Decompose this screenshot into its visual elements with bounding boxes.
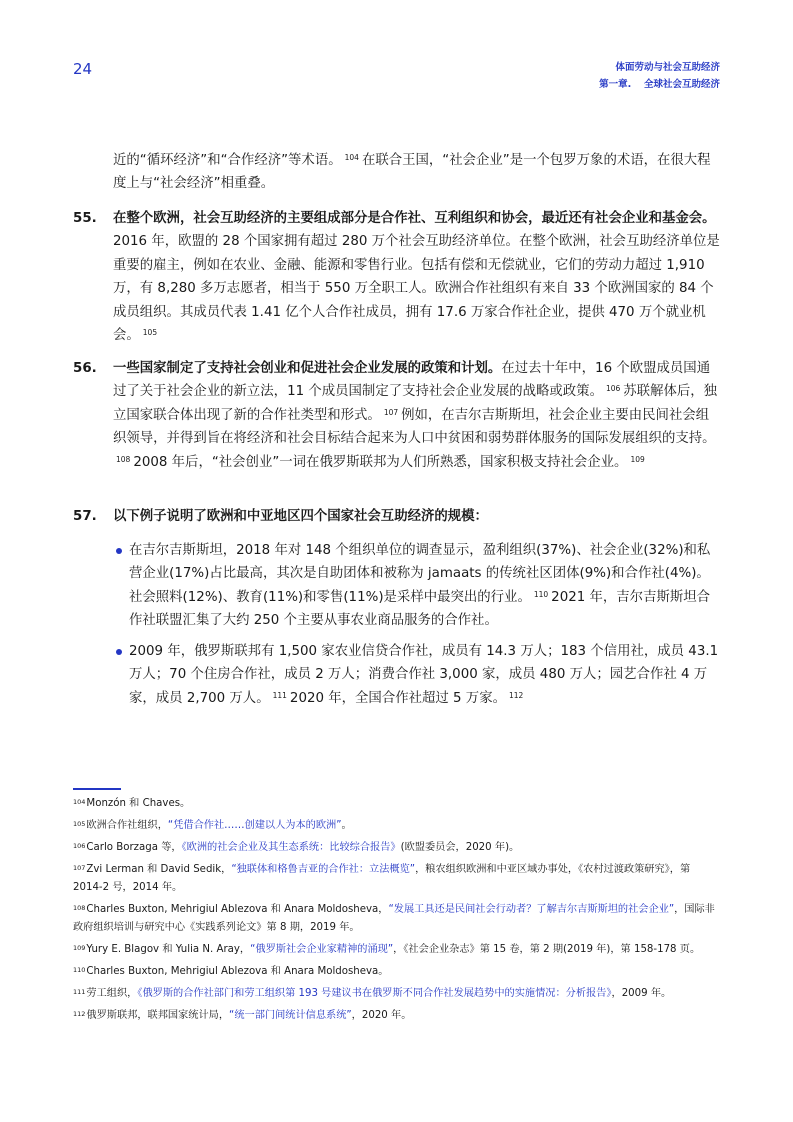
footnote-link[interactable]: “统一部门间统计信息系统” (229, 1010, 352, 1021)
footnote-ref[interactable]: 108 (116, 454, 131, 464)
page-number: 24 (73, 60, 93, 78)
paragraph-lead: 以下例子说明了欧洲和中亚地区四个国家社会互助经济的规模： (113, 509, 488, 524)
bullet-icon (116, 649, 122, 655)
footnote-text: ，国际非政府组织培训与研究中心《实践系列论文》第 8 期，2019 年。 (73, 904, 715, 933)
footnote (73, 901, 721, 937)
footnote-number: 105 (73, 820, 86, 828)
footnote-ref[interactable]: 112 (508, 690, 524, 700)
footnote (73, 941, 721, 959)
footnote (73, 963, 721, 981)
chapter-title: 第一章. 全球社会互助经济 (599, 79, 720, 90)
footnote (73, 817, 721, 835)
footnote-link[interactable]: “俄罗斯社会企业家精神的涌现” (250, 944, 394, 955)
paragraph-number: 57. (73, 509, 97, 524)
running-header (599, 59, 720, 93)
footnote (73, 795, 721, 813)
footnote-ref[interactable]: 111 (272, 690, 287, 700)
footnote-text: ，粮农组织欧洲和中亚区域办事处，《农村过渡政策研究》，第 2014-2 号，2014 年。 (73, 864, 691, 893)
paragraph-lead: 在整个欧洲，社会互助经济的主要组成部分是合作社、互利组织和协会，最近还有社会企业和基金会。 (113, 211, 716, 226)
report-title: 体面劳动与社会互助经济 (615, 62, 720, 73)
list-item (113, 640, 721, 710)
footnote-text: 劳工组织， (86, 988, 138, 999)
continuation-paragraph (113, 149, 721, 196)
footnote-text: 。 (341, 820, 352, 831)
paragraph-body: 苏联解体后，独立国家联合体出现了新的合作社类型和形式。 (113, 384, 718, 423)
footnote-text: Carlo Borzaga 等， (86, 842, 182, 853)
paragraph-number: 56. (73, 361, 97, 376)
footnote-ref[interactable]: 107 (383, 407, 399, 417)
paragraph-56 (73, 357, 721, 474)
text: 2021 年，吉尔吉斯斯坦合作社联盟汇集了大约 250 个主要从事农业商品服务的合作社。 (129, 589, 711, 629)
footnote-number: 109 (73, 944, 86, 952)
footnote-text: Yury E. Blagov 和 Yulia N. Aray， (86, 944, 251, 955)
text: 2020 年，全国合作社超过 5 万家。 (289, 690, 506, 706)
text: 在吉尔吉斯斯坦，2018 年对 148 个组织单位的调查显示，盈利组织(37%)、社会企业(32%)和私营企业(17%)占比最高，其次是自助团体和被称为 jamaats 的传统社区团体(9%)和合作社(4%)。社会照料(12%)、教育(11%)和零售(11%)是采样中最突出的行业。 (129, 543, 711, 605)
footnote (73, 839, 721, 857)
footnote-number: 104 (73, 798, 86, 806)
paragraph-body: 2016 年，欧盟的 28 个国家拥有超过 280 万个社会互助经济单位。在整个欧洲，社会互助经济单位是重要的雇主，例如在农业、金融、能源和零售行业。包括有偿和无偿就业，它们的劳动力超过 1,910 万，有 8,280 多万志愿者，相当于 550 万全职工人。欧洲合作社组织有来自 33 个欧洲国家的 84 个成员组织。其成员代表 1.41 亿个人合作社成员，拥有 17.6 万家合作社企业，提供 470 万个就业机会。 (113, 234, 720, 344)
footnote-ref[interactable]: 104 (344, 153, 359, 162)
footnote-text: ，2020 年。 (351, 1010, 412, 1021)
footnotes (73, 795, 721, 1029)
footnote-ref[interactable]: 106 (605, 384, 621, 394)
paragraph-body: 在过去十年中，16 个欧盟成员国通过了关于社会企业的新立法，11 个成员国制定了支持社会企业发展的战略或政策。 (113, 361, 711, 400)
list-item (113, 539, 721, 633)
footnote-divider (73, 788, 121, 790)
footnote-text: 欧洲合作社组织， (86, 820, 168, 831)
paragraph-lead: 一些国家制定了支持社会创业和促进社会企业发展的政策和计划。 (113, 361, 502, 376)
footnote-text: 俄罗斯联邦，联邦国家统计局， (86, 1010, 230, 1021)
footnote-text: Monzón 和 Chaves。 (86, 798, 191, 809)
footnote (73, 1007, 721, 1025)
footnote-link[interactable]: “凭借合作社……创建以人为本的欧洲” (167, 820, 342, 831)
footnote-ref[interactable]: 110 (533, 589, 549, 599)
footnote-text: Charles Buxton, Mehrigiul Ablezova 和 Anara Moldosheva， (86, 904, 389, 915)
bullet-icon (116, 548, 122, 554)
paragraph-body: 2008 年后，“社会创业”一词在俄罗斯联邦为人们所熟悉，国家积极支持社会企业。 (133, 454, 628, 470)
paragraph-number: 55. (73, 211, 97, 226)
footnote-text: ，2009 年。 (611, 988, 672, 999)
paragraph-55 (73, 207, 721, 347)
footnote-link[interactable]: “发展工具还是民间社会行动者？了解吉尔吉斯斯坦的社会企业” (388, 904, 675, 915)
footnote-number: 110 (73, 966, 86, 974)
footnote-text: Zvi Lerman 和 David Sedik， (86, 864, 232, 875)
footnote-link[interactable]: 《俄罗斯的合作社部门和劳工组织第 193 号建议书在俄罗斯不同合作社发展趋势中的实施情况：分析报告》 (137, 988, 612, 999)
footnote-link[interactable]: 《欧洲的社会企业及其生态系统：比较综合报告》 (181, 842, 401, 853)
footnote-ref[interactable]: 109 (630, 454, 645, 464)
text: 2009 年，俄罗斯联邦有 1,500 家农业信贷合作社，成员有 14.3 万人；183 个信用社，成员 43.1 万人；70 个住房合作社，成员 2 万人；消费合作社 3,000 家，成员 480 万人；园艺合作社 4 万家，成员 2,700 万人。 (129, 644, 719, 706)
footnote-number: 112 (73, 1010, 86, 1018)
footnote-number: 111 (73, 988, 86, 996)
footnote-text: Charles Buxton, Mehrigiul Ablezova 和 Anara Moldosheva。 (86, 966, 389, 977)
text: 近的“循环经济”和“合作经济”等术语。 (113, 153, 342, 168)
footnote-number: 106 (73, 842, 86, 850)
footnote (73, 985, 721, 1003)
footnote-link[interactable]: “独联体和格鲁吉亚的合作社：立法概览” (231, 864, 416, 875)
footnote (73, 861, 721, 897)
footnote-number: 107 (73, 864, 86, 872)
footnote-text: (欧盟委员会，2020 年)。 (400, 842, 520, 853)
paragraph-body: 例如，在吉尔吉斯斯坦，社会企业主要由民间社会组织领导，并得到旨在将经济和社会目标结合起来为人口中贫困和弱势群体服务的国际发展组织的支持。 (113, 407, 716, 447)
footnote-ref[interactable]: 105 (142, 328, 158, 338)
footnote-number: 108 (73, 904, 86, 912)
paragraph-57 (73, 505, 721, 528)
text: 在联合王国，“社会企业”是一个包罗万象的术语，在很大程度上与“社会经济”相重叠。 (113, 153, 711, 192)
footnote-text: ，《社会企业杂志》第 15 卷，第 2 期(2019 年)，第 158-178 页。 (393, 944, 701, 955)
